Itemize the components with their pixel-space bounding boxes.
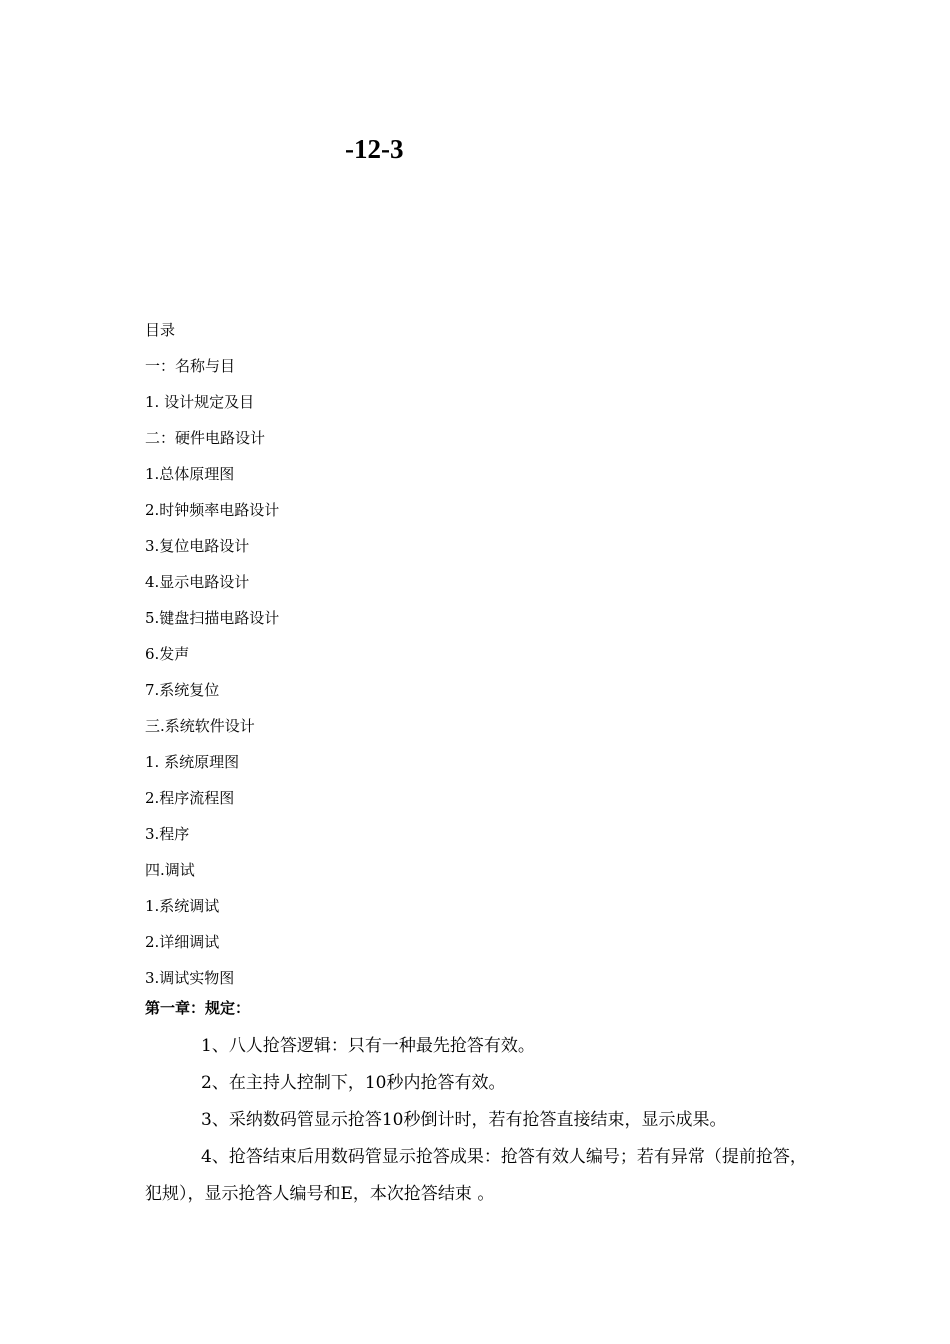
toc-item: 2.详细调试	[145, 933, 220, 951]
toc-item: 四.调试	[145, 861, 195, 879]
toc-item: 3.调试实物图	[145, 969, 235, 987]
table-of-contents	[145, 312, 279, 996]
toc-item: 7.系统复位	[145, 681, 220, 699]
toc-item: 1.总体原理图	[145, 465, 235, 483]
toc-item: 三.系统软件设计	[145, 717, 255, 735]
requirement-paragraph: 4、抢答结束后用数码管显示抢答成果：抢答有效人编号；若有异常（提前抢答，犯规），显示抢答人编号和E，本次抢答结束 。	[145, 1147, 807, 1204]
requirement-paragraph: 1、八人抢答逻辑：只有一种最先抢答有效。	[201, 1036, 535, 1056]
toc-heading: 目录	[145, 321, 176, 339]
toc-item: 6.发声	[145, 645, 190, 663]
document-title: -12-3	[345, 134, 404, 164]
toc-item: 3.复位电路设计	[145, 537, 250, 555]
toc-item: 4.显示电路设计	[145, 573, 250, 591]
toc-item: 2.时钟频率电路设计	[145, 501, 280, 519]
toc-item: 2.程序流程图	[145, 789, 235, 807]
requirements-section	[145, 1028, 810, 1213]
toc-item: 1. 系统原理图	[145, 753, 240, 771]
toc-item: 1.系统调试	[145, 897, 220, 915]
requirement-paragraph: 3、采纳数码管显示抢答10秒倒计时，若有抢答直接结束，显示成果。	[201, 1110, 727, 1130]
toc-item: 5.键盘扫描电路设计	[145, 609, 280, 627]
toc-item: 3.程序	[145, 825, 190, 843]
toc-item: 一：名称与目	[145, 357, 236, 375]
toc-item: 1. 设计规定及目	[145, 393, 255, 411]
requirement-paragraph: 2、在主持人控制下，10秒内抢答有效。	[201, 1073, 506, 1093]
chapter-heading: 第一章：规定：	[145, 999, 251, 1017]
toc-item: 二：硬件电路设计	[145, 429, 266, 447]
